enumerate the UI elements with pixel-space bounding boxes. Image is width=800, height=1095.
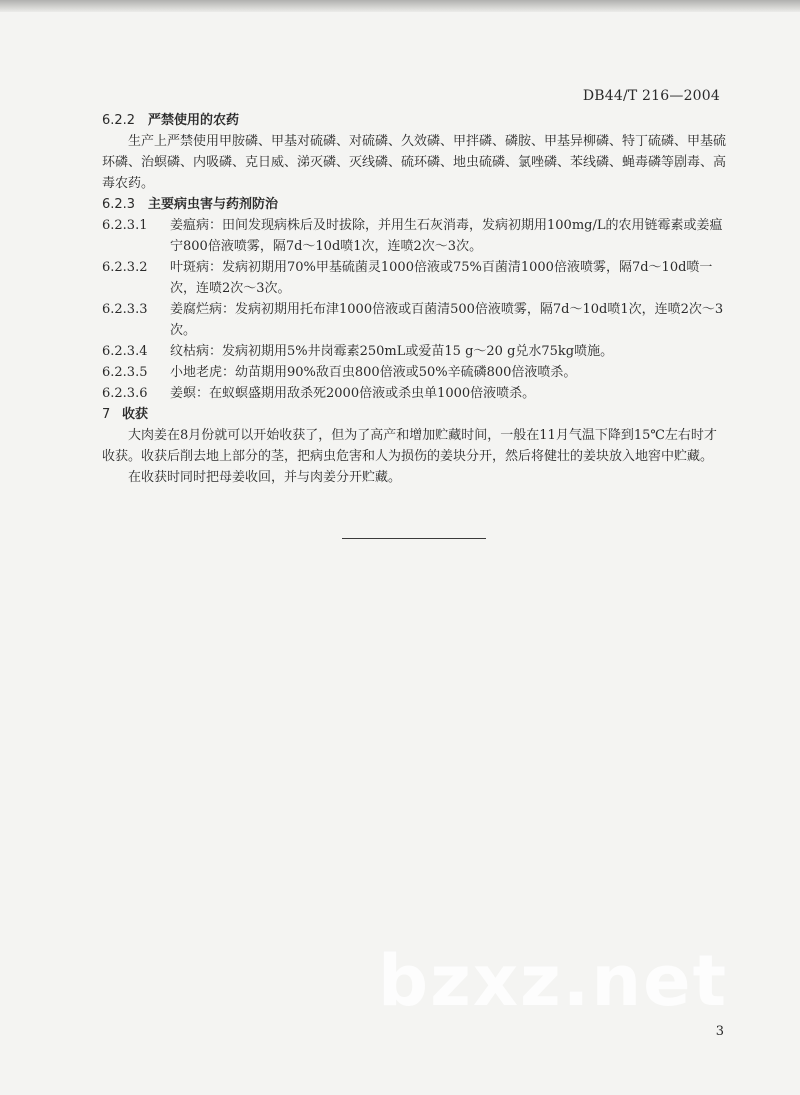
section-number: 6.2.3	[102, 197, 136, 212]
page-content	[102, 110, 728, 488]
item-number: 6.2.3.5	[102, 365, 148, 380]
scan-top-band	[0, 0, 800, 12]
item-number: 6.2.3.2	[102, 260, 148, 275]
section-body-6-2-2: 生产上严禁使用甲胺磷、甲基对硫磷、对硫磷、久效磷、甲拌磷、磷胺、甲基异柳磷、特丁硫磷、甲基硫环磷、治螟磷、内吸磷、克日威、涕灭磷、灭线磷、硫环磷、地虫硫磷、氯唑磷、苯线磷、蝇毒磷等剧毒、高毒农药。	[102, 134, 727, 191]
list-item	[102, 215, 728, 257]
item-number: 6.2.3.4	[102, 344, 148, 359]
list-item	[102, 383, 728, 404]
site-watermark: bzxz.net	[378, 940, 729, 1022]
section-paragraph: 大肉姜在8月份就可以开始收获了，但为了高产和增加贮藏时间，一般在11月气温下降到15℃左右时才收获。收获后削去地上部分的茎，把病虫危害和人为损伤的姜块分开，然后将健壮的姜块放入地窖中贮藏。	[102, 428, 717, 464]
section-number: 6.2.2	[102, 113, 136, 128]
item-number: 6.2.3.1	[102, 218, 148, 233]
item-text: 姜螟：在蚁螟盛期用敌杀死2000倍液或杀虫单1000倍液喷杀。	[170, 386, 536, 401]
item-text: 小地老虎：幼苗期用90%敌百虫800倍液或50%辛硫磷800倍液喷杀。	[170, 365, 577, 380]
list-item	[102, 362, 728, 383]
section-paragraph: 在收获时同时把母姜收回，并与肉姜分开贮藏。	[128, 470, 402, 485]
item-number: 6.2.3.6	[102, 386, 148, 401]
section-title: 严禁使用的农药	[148, 113, 240, 128]
list-item	[102, 299, 728, 341]
page-number: 3	[715, 1024, 724, 1039]
list-item	[102, 257, 728, 299]
section-title: 主要病虫害与药剂防治	[148, 197, 279, 212]
section-heading-6-2-3	[102, 194, 728, 215]
item-text: 姜瘟病：田间发现病株后及时拔除，并用生石灰消毒，发病初期用100mg/L的农用链霉素或姜瘟宁800倍液喷雾，隔7d～10d喷1次，连喷2次～3次。	[170, 218, 723, 254]
section-heading-7	[102, 404, 728, 425]
section-heading-6-2-2	[102, 110, 728, 131]
item-text: 姜腐烂病：发病初期用托布津1000倍液或百菌清500倍液喷雾，隔7d～10d喷1次，连喷2次～3次。	[170, 302, 724, 338]
item-text: 叶斑病：发病初期用70%甲基硫菌灵1000倍液或75%百菌清1000倍液喷雾，隔7d～10d喷一次，连喷2次～3次。	[170, 260, 713, 296]
item-text: 纹枯病：发病初期用5%井岗霉素250mL或爱苗15 g～20 g兑水75kg喷施。	[170, 344, 614, 359]
section-number: 7	[102, 407, 111, 422]
section-title: 收获	[122, 407, 149, 422]
document-code: DB44/T 216—2004	[582, 88, 720, 104]
end-of-text-rule	[342, 538, 486, 539]
item-number: 6.2.3.3	[102, 302, 148, 317]
list-item	[102, 341, 728, 362]
